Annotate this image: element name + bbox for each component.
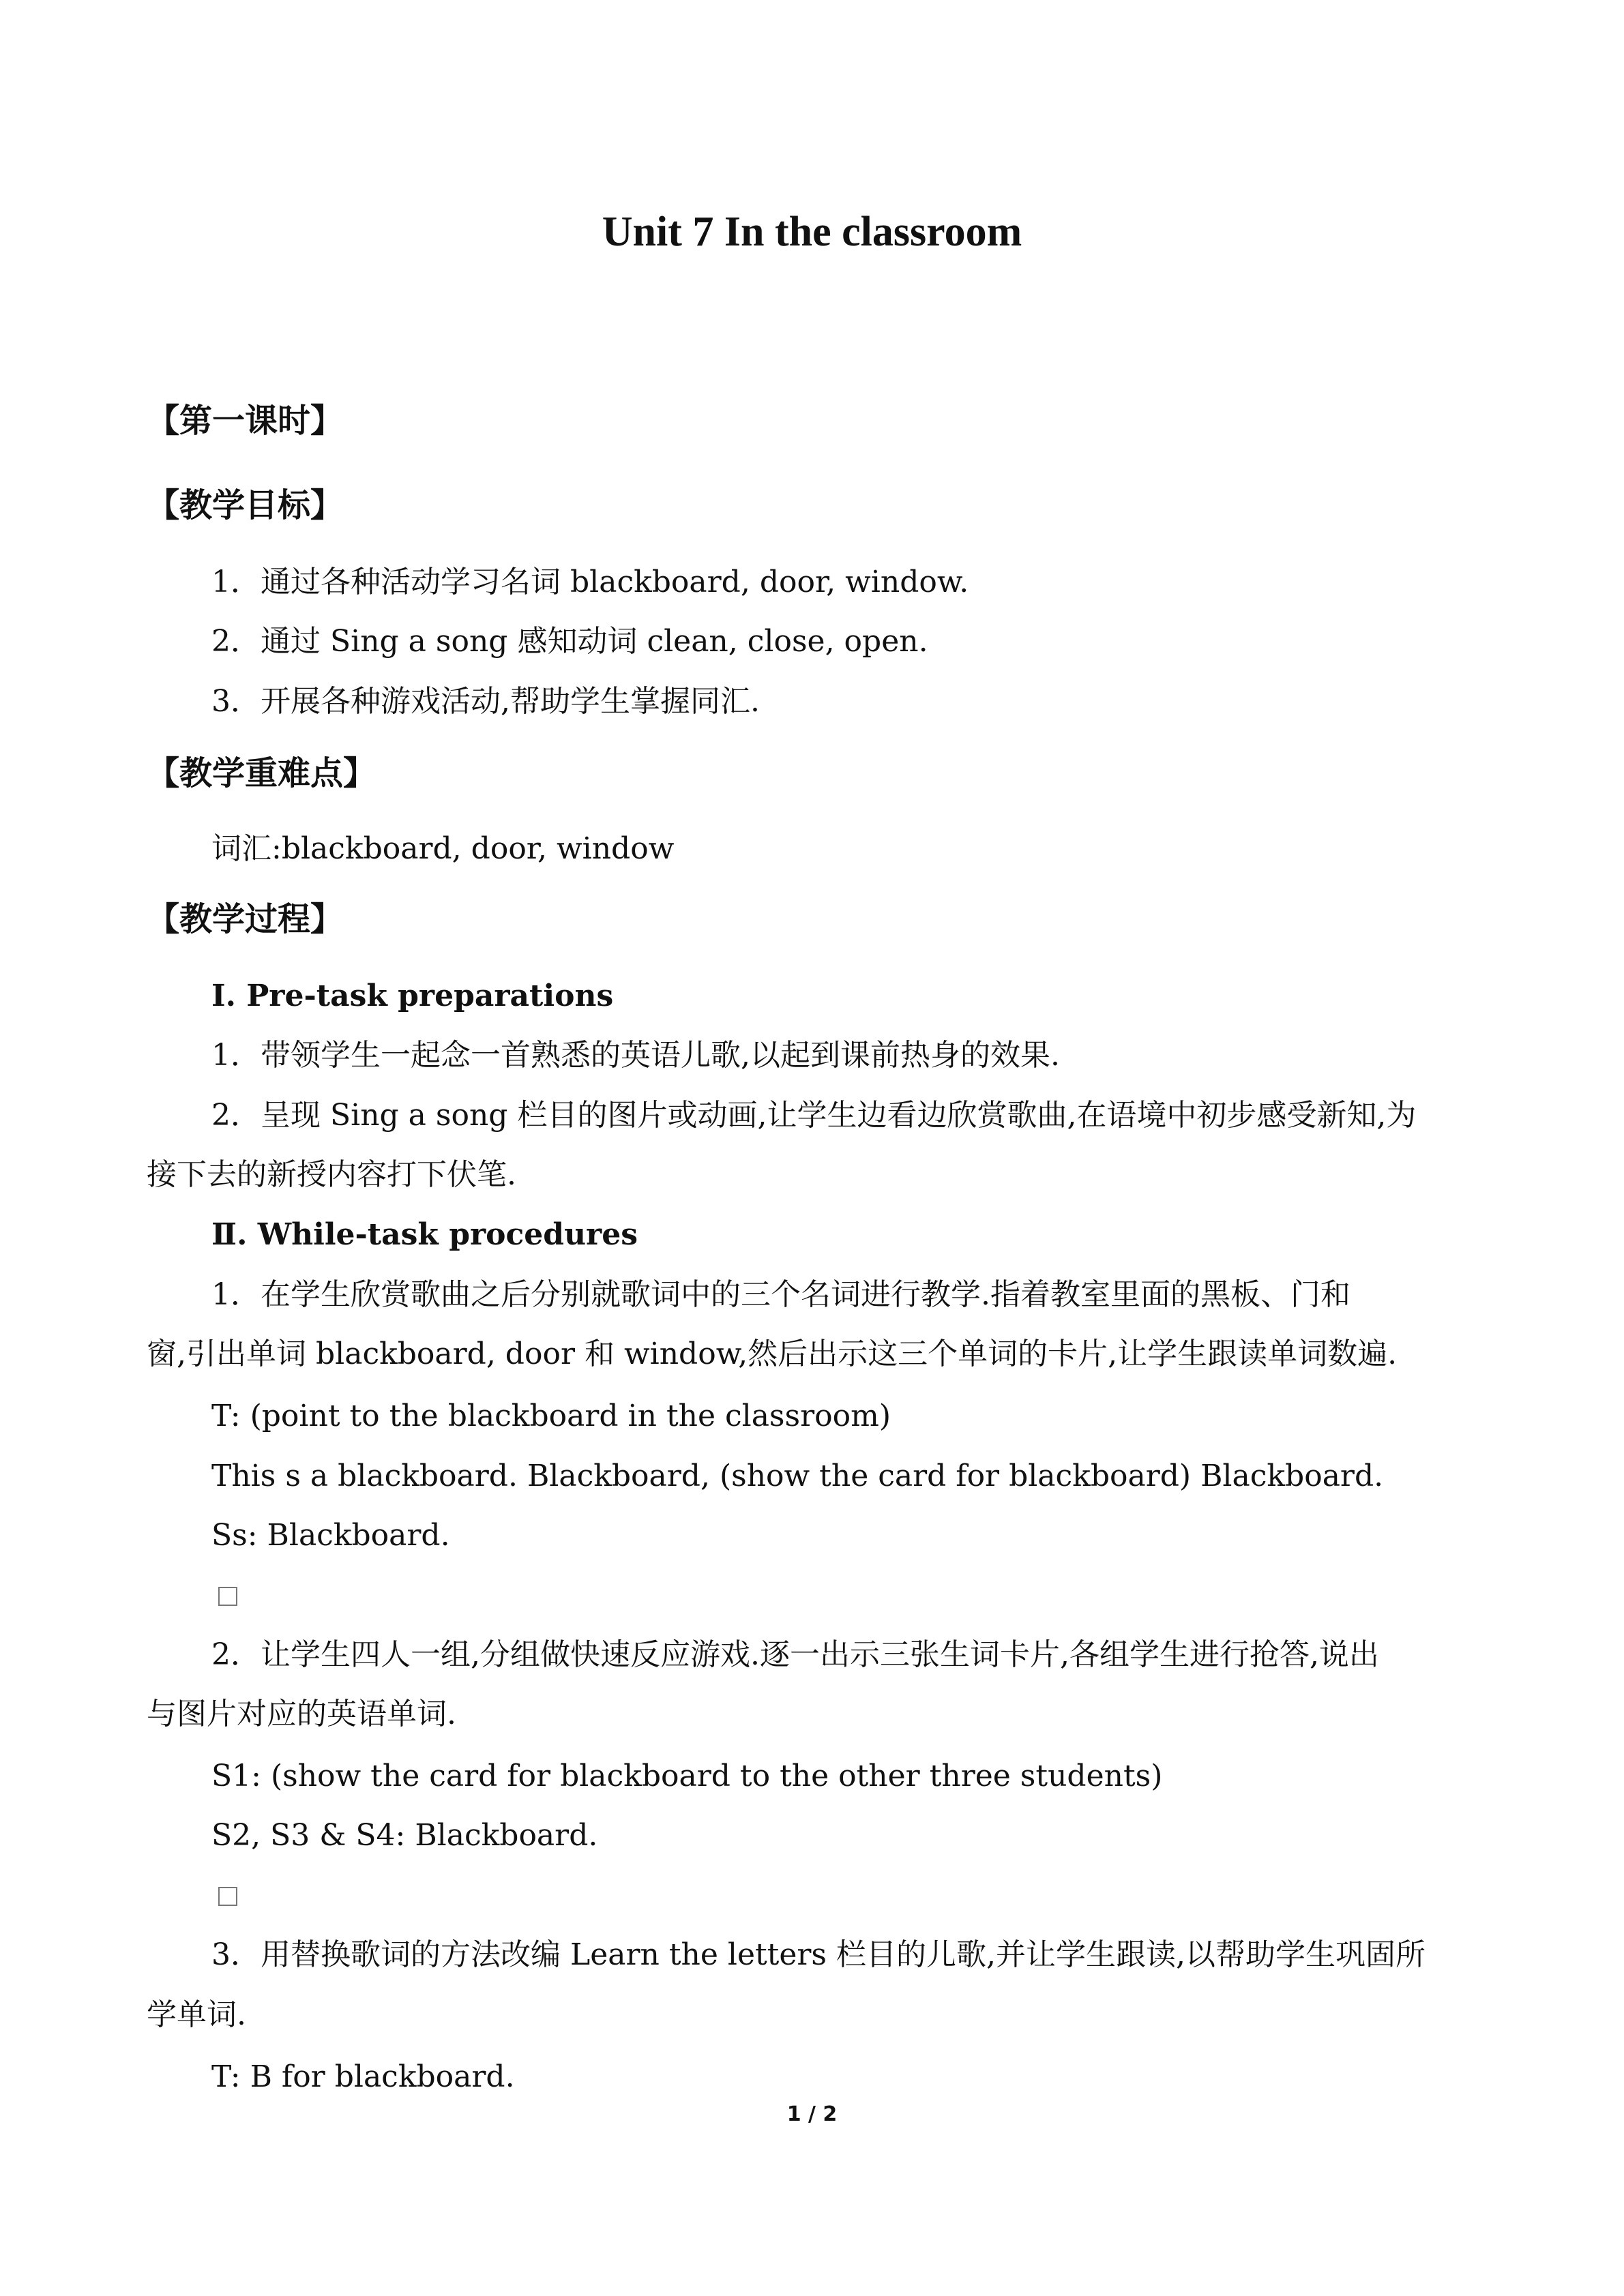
while-task-item-1: 1．在学生欣赏歌曲之后分别就歌词中的三个名词进行教学.指着教室里面的黑板、门和 (211, 1277, 1350, 1312)
pre-task-item-1: 1．带领学生一起念一首熟悉的英语儿歌,以起到课前热身的效果. (211, 1038, 1060, 1073)
placeholder-box (218, 1587, 237, 1606)
while-task-item-3: 3．用替换歌词的方法改编 Learn the letters 栏目的儿歌,并让学生跟读,以帮助学生巩固所 (211, 1937, 1426, 1972)
placeholder-box (218, 1887, 237, 1906)
key-points-heading: 【教学重难点】 (147, 754, 377, 792)
key-points-text: 词汇:blackboard, door, window (211, 831, 675, 866)
lesson-heading: 【第一课时】 (147, 402, 344, 440)
while-task-item-2-cont: 与图片对应的英语单词. (147, 1697, 456, 1731)
while-task-heading: Ⅱ. While-task procedures (211, 1217, 638, 1252)
objectives-heading: 【教学目标】 (147, 486, 344, 524)
dialog-line: T: (point to the blackboard in the classroom) (211, 1399, 891, 1433)
document-title: Unit 7 In the classroom (602, 209, 1022, 255)
dialog-line: T: B for blackboard. (211, 2059, 515, 2094)
objective-item-2: 2．通过 Sing a song 感知动词 clean, close, open. (211, 624, 928, 659)
while-task-item-2: 2．让学生四人一组,分组做快速反应游戏.逐一出示三张生词卡片,各组学生进行抢答,说出 (211, 1637, 1379, 1672)
process-heading: 【教学过程】 (147, 900, 344, 938)
dialog-line: Ss: Blackboard. (211, 1518, 450, 1553)
pre-task-item-2: 2．呈现 Sing a song 栏目的图片或动画,让学生边看边欣赏歌曲,在语境中初步感受新知,为 (211, 1098, 1417, 1133)
page-number: 1 / 2 (786, 2102, 838, 2126)
pre-task-heading: Ⅰ. Pre-task preparations (211, 979, 614, 1013)
dialog-line: S2, S3 & S4: Blackboard. (211, 1818, 598, 1853)
dialog-line: S1: (show the card for blackboard to the other three students) (211, 1759, 1163, 1793)
pre-task-item-2-cont: 接下去的新授内容打下伏笔. (147, 1157, 516, 1192)
while-task-item-3-cont: 学单词. (147, 1997, 246, 2032)
dialog-line: This s a blackboard. Blackboard, (show the card for blackboard) Blackboard. (211, 1459, 1384, 1493)
objective-item-3: 3．开展各种游戏活动,帮助学生掌握同汇. (211, 684, 760, 719)
while-task-item-1-cont: 窗,引出单词 blackboard, door 和 window,然后出示这三个单词的卡片,让学生跟读单词数遍. (147, 1337, 1398, 1371)
objective-item-1: 1．通过各种活动学习名词 blackboard, door, window. (211, 565, 969, 599)
